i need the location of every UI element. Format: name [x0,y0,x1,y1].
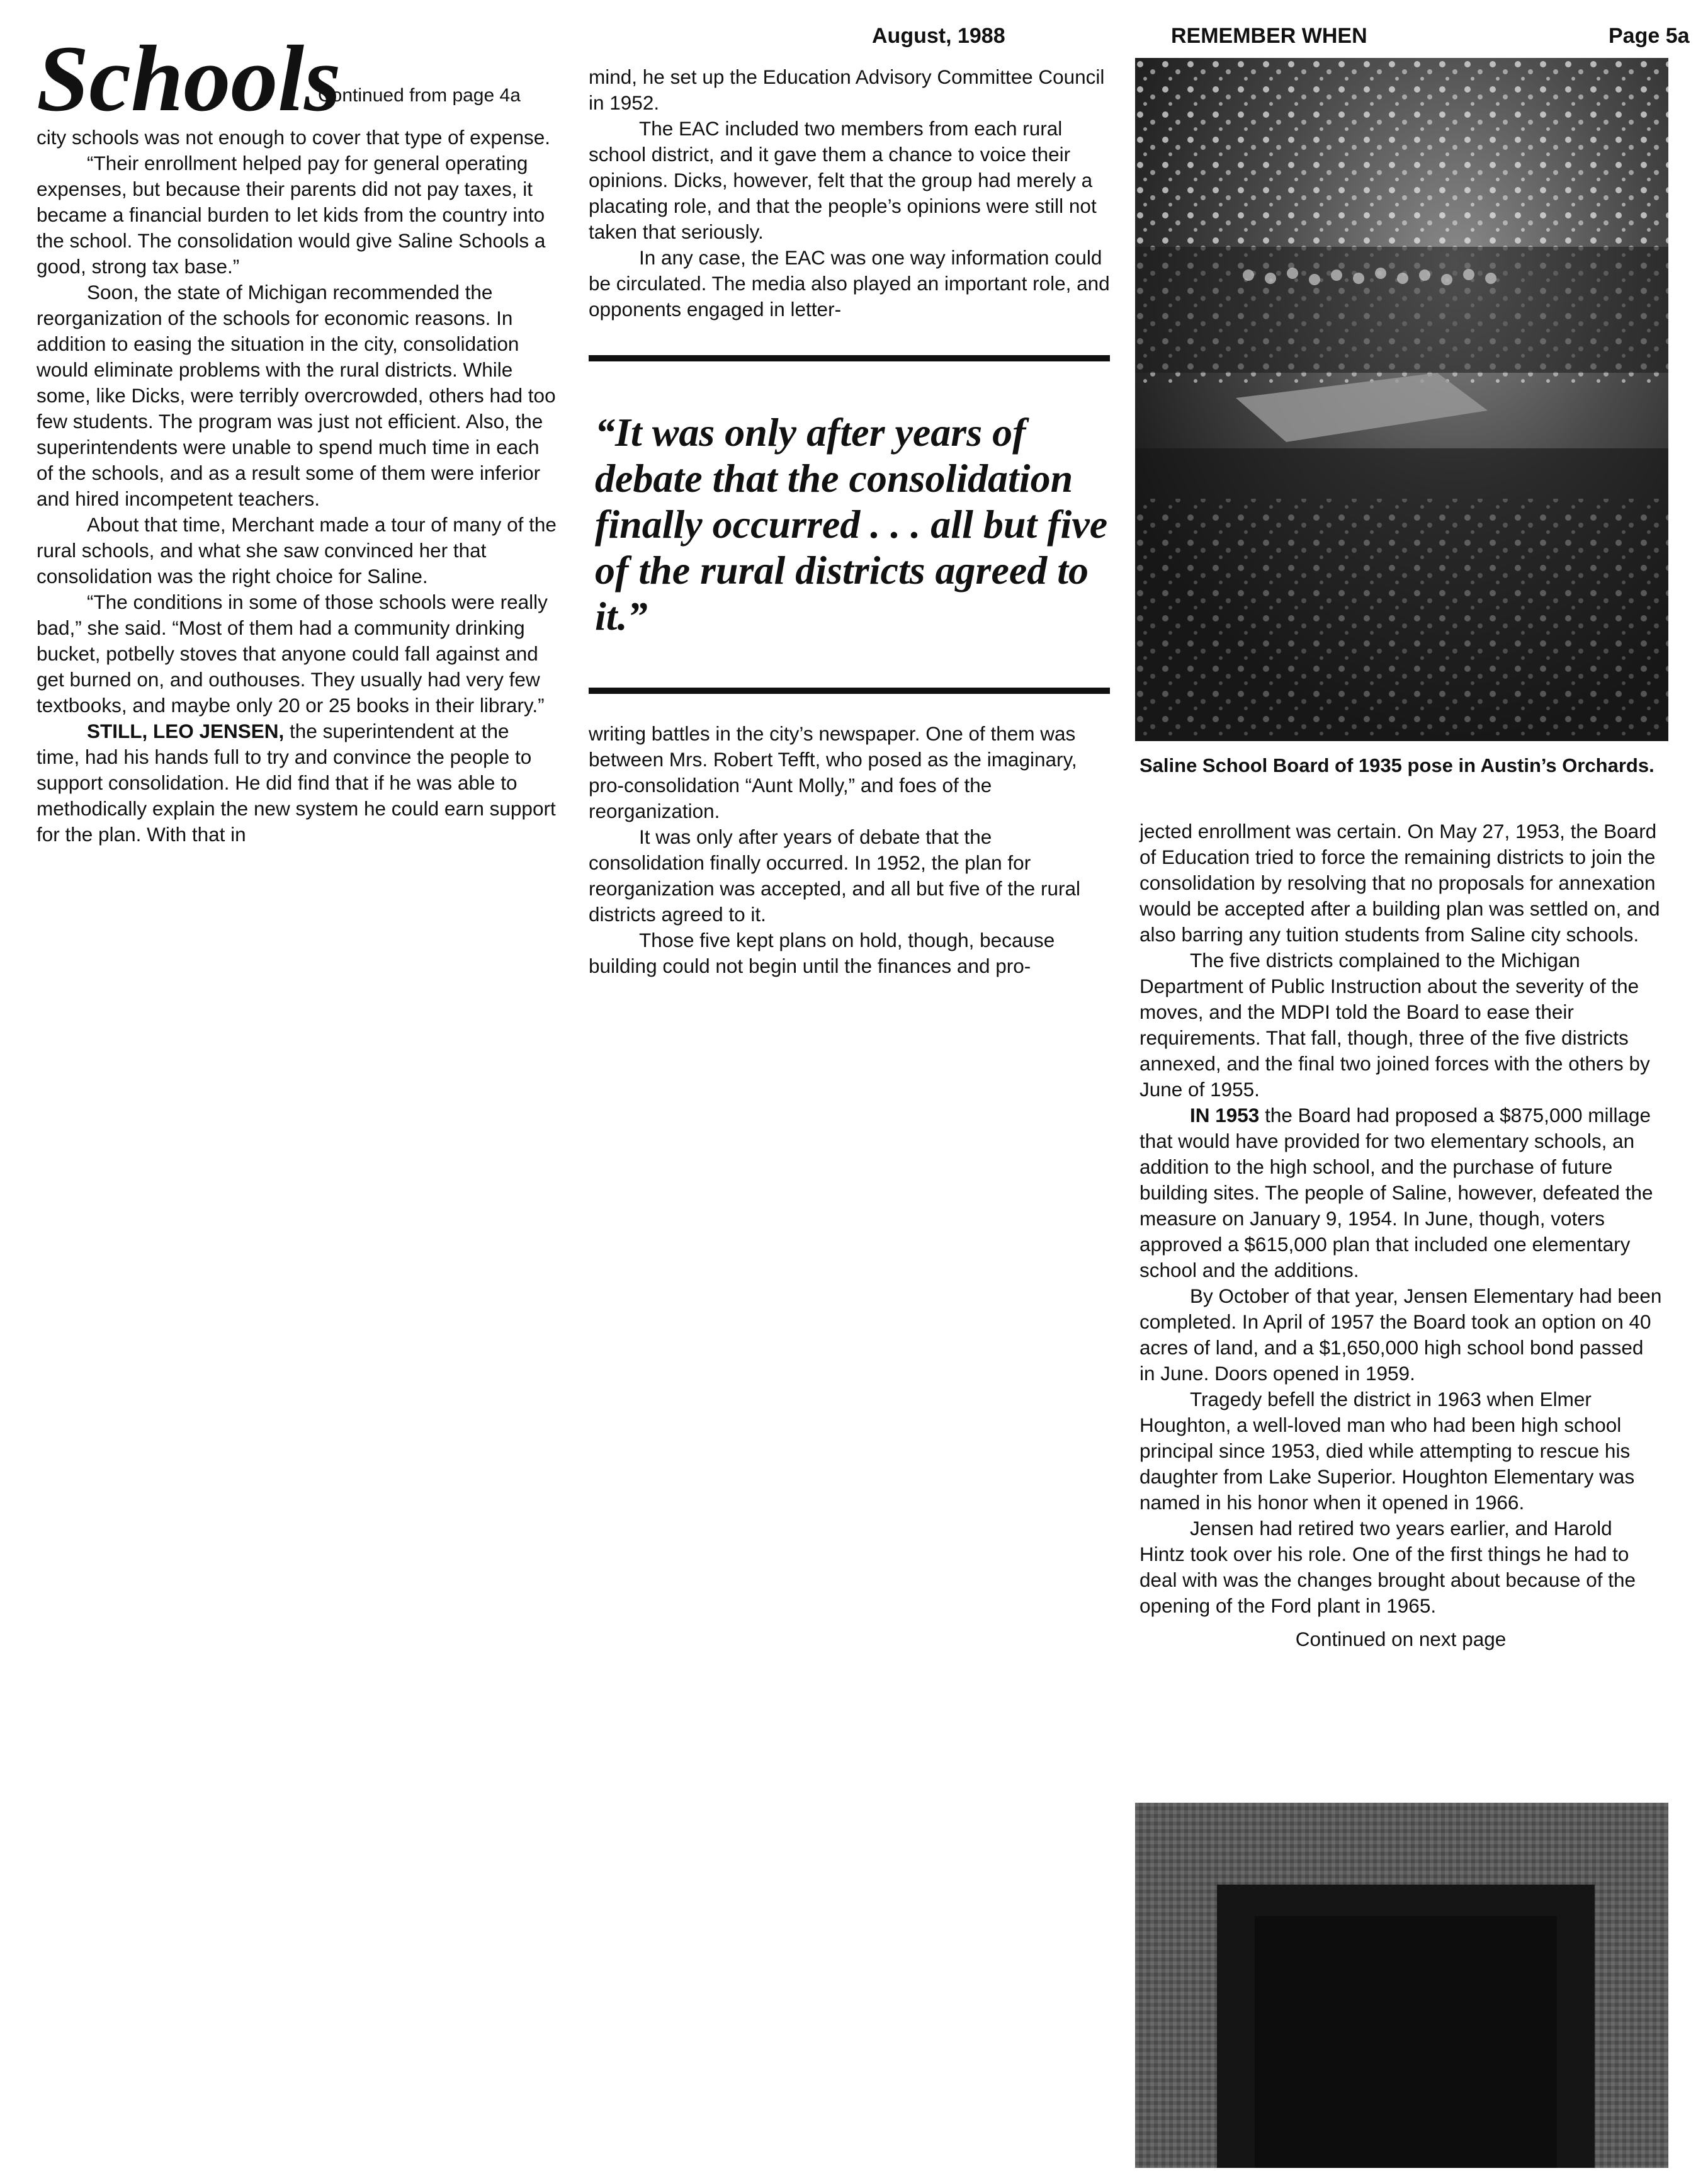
paragraph [589,824,1110,927]
paragraph [1140,1283,1662,1387]
page-number: Page 5a [1609,24,1690,48]
paragraph [589,245,1110,322]
paragraph [589,116,1110,245]
orchard-photo [1135,58,1668,741]
paragraph-text: Tragedy befell the district in 1963 when Elmer Houghton, a well-loved man who had been high school principal since 1953, died while attempting to rescue his daughter from Lake Superior. Houghton Elementary was named in his honor when it opened in 1966. [1140,1388,1635,1514]
article-column-2-bottom [589,721,1110,979]
pull-quote-bottom-rule [589,688,1110,694]
pull-quote-top-rule [589,355,1110,361]
paragraph-text: The five districts complained to the Michigan Department of Public Instruction about the severity of the moves, and the MDPI told the Board to ease their requirements. That fall, though, three of the five districts annexed, and the final two joined forces with the others by June of 1955. [1140,949,1650,1101]
issue-date: August, 1988 [872,24,1005,48]
article-column-3 [1140,819,1662,1652]
paragraph-lead-in: IN 1953 [1190,1104,1260,1126]
paragraph [37,589,557,718]
paragraph-text: By October of that year, Jensen Elementary had been completed. In April of 1957 the Board took an option on 40 acres of land, and a $1,650,000 high school bond passed in June. Doors opened in 1959. [1140,1285,1662,1385]
pull-quote: “It was only after years of debate that the consolidation finally occurred . . . all but five of the rural districts agreed to it.” [595,410,1108,638]
paragraph-text: mind, he set up the Education Advisory Committee Council in 1952. [589,65,1105,114]
continued-next: Continued on next page [1295,1628,1507,1650]
paragraph [37,125,557,150]
orchard-photo-image [1135,58,1668,741]
paragraph-text: writing battles in the city’s newspaper. One of them was between Mrs. Robert Tefft, who posed as the imaginary, pro-consolidation “Aunt Molly,” and foes of the reorganization. [589,722,1077,822]
article-title: Schools [37,26,341,131]
paragraph [37,512,557,589]
paragraph-text: Those five kept plans on hold, though, because building could not begin until the finances and pro- [589,929,1055,977]
paragraph [1140,948,1662,1103]
section-name: REMEMBER WHEN [1171,24,1367,48]
paragraph-text: Soon, the state of Michigan recommended the reorganization of the schools for economic reasons. In addition to easing the situation in the city, consolidation would eliminate problems with the rural districts. While some, like Dicks, were terribly overcrowded, others had too few students. The program was just not efficient. Also, the superintendents were unable to spend much time in each of the schools, and as a result some of them were inferior and hired incompetent teachers. [37,281,556,510]
paragraph [589,64,1110,116]
school-building-photo-image [1135,1803,1668,2168]
paragraph-text: jected enrollment was certain. On May 27, 1953, the Board of Education tried to force the remaining districts to join the consolidation by resolving that no proposals for annexation would be accepted after a building plan was settled on, and also barring any tuition students from Saline city schools. [1140,820,1660,946]
paragraph [1140,1516,1662,1619]
paragraph [589,721,1110,824]
paragraph-text: In any case, the EAC was one way information could be circulated. The media also played an important role, and opponents engaged in letter- [589,246,1110,320]
paragraph-text: About that time, Merchant made a tour of many of the rural schools, and what she saw convinced her that consolidation was the right choice for Saline. [37,513,557,587]
paragraph [1140,1387,1662,1516]
paragraph [37,280,557,512]
paragraph-text: “Their enrollment helped pay for general operating expenses, but because their parents did not pay taxes, it became a financial burden to let kids from the country into the school. The consolidation would give Saline Schools a good, strong tax base.” [37,152,546,278]
paragraph-text: “The conditions in some of those schools were really bad,” she said. “Most of them had a community drinking bucket, potbelly stoves that anyone could fall against and get burned on, and outhouses. They usually had very few textbooks, and maybe only 20 or 25 books in their library.” [37,591,548,717]
paragraph-text: the Board had proposed a $875,000 millage that would have provided for two elementary schools, an addition to the high school, and the purchase of future building sites. The people of Saline, however, defeated the measure on January 9, 1954. In June, though, voters approved a $615,000 plan that included one elementary school and the additions. [1140,1104,1653,1281]
paragraph-lead-in: STILL, LEO JENSEN, [87,720,285,742]
school-building-photo [1135,1803,1668,2168]
paragraph-text: city schools was not enough to cover that type of expense. [37,126,550,149]
article-column-1 [37,125,557,848]
paragraph [1140,1103,1662,1283]
continued-from: Continued from page 4a [318,85,521,106]
paragraph [589,927,1110,979]
paragraph [1140,819,1662,948]
paragraph [37,150,557,280]
article-column-2-top [589,64,1110,322]
paragraph-text: It was only after years of debate that the consolidation finally occurred. In 1952, the plan for reorganization was accepted, and all but five of the rural districts agreed to it. [589,825,1080,926]
photo-caption: Saline School Board of 1935 pose in Austin’s Orchards. [1140,754,1654,776]
paragraph-text: Jensen had retired two years earlier, and Harold Hintz took over his role. One of the first things he had to deal with was the changes brought about because of the opening of the Ford plant in 1965. [1140,1517,1636,1617]
paragraph [37,718,557,848]
paragraph-text: the superintendent at the time, had his hands full to try and convince the people to support consolidation. He did find that if he was able to methodically explain the new system he could earn support for the plan. With that in [37,720,556,846]
paragraph-text: The EAC included two members from each rural school district, and it gave them a chance to voice their opinions. Dicks, however, felt that the group had merely a placating role, and that the people’s opinions were still not taken that seriously. [589,117,1097,243]
